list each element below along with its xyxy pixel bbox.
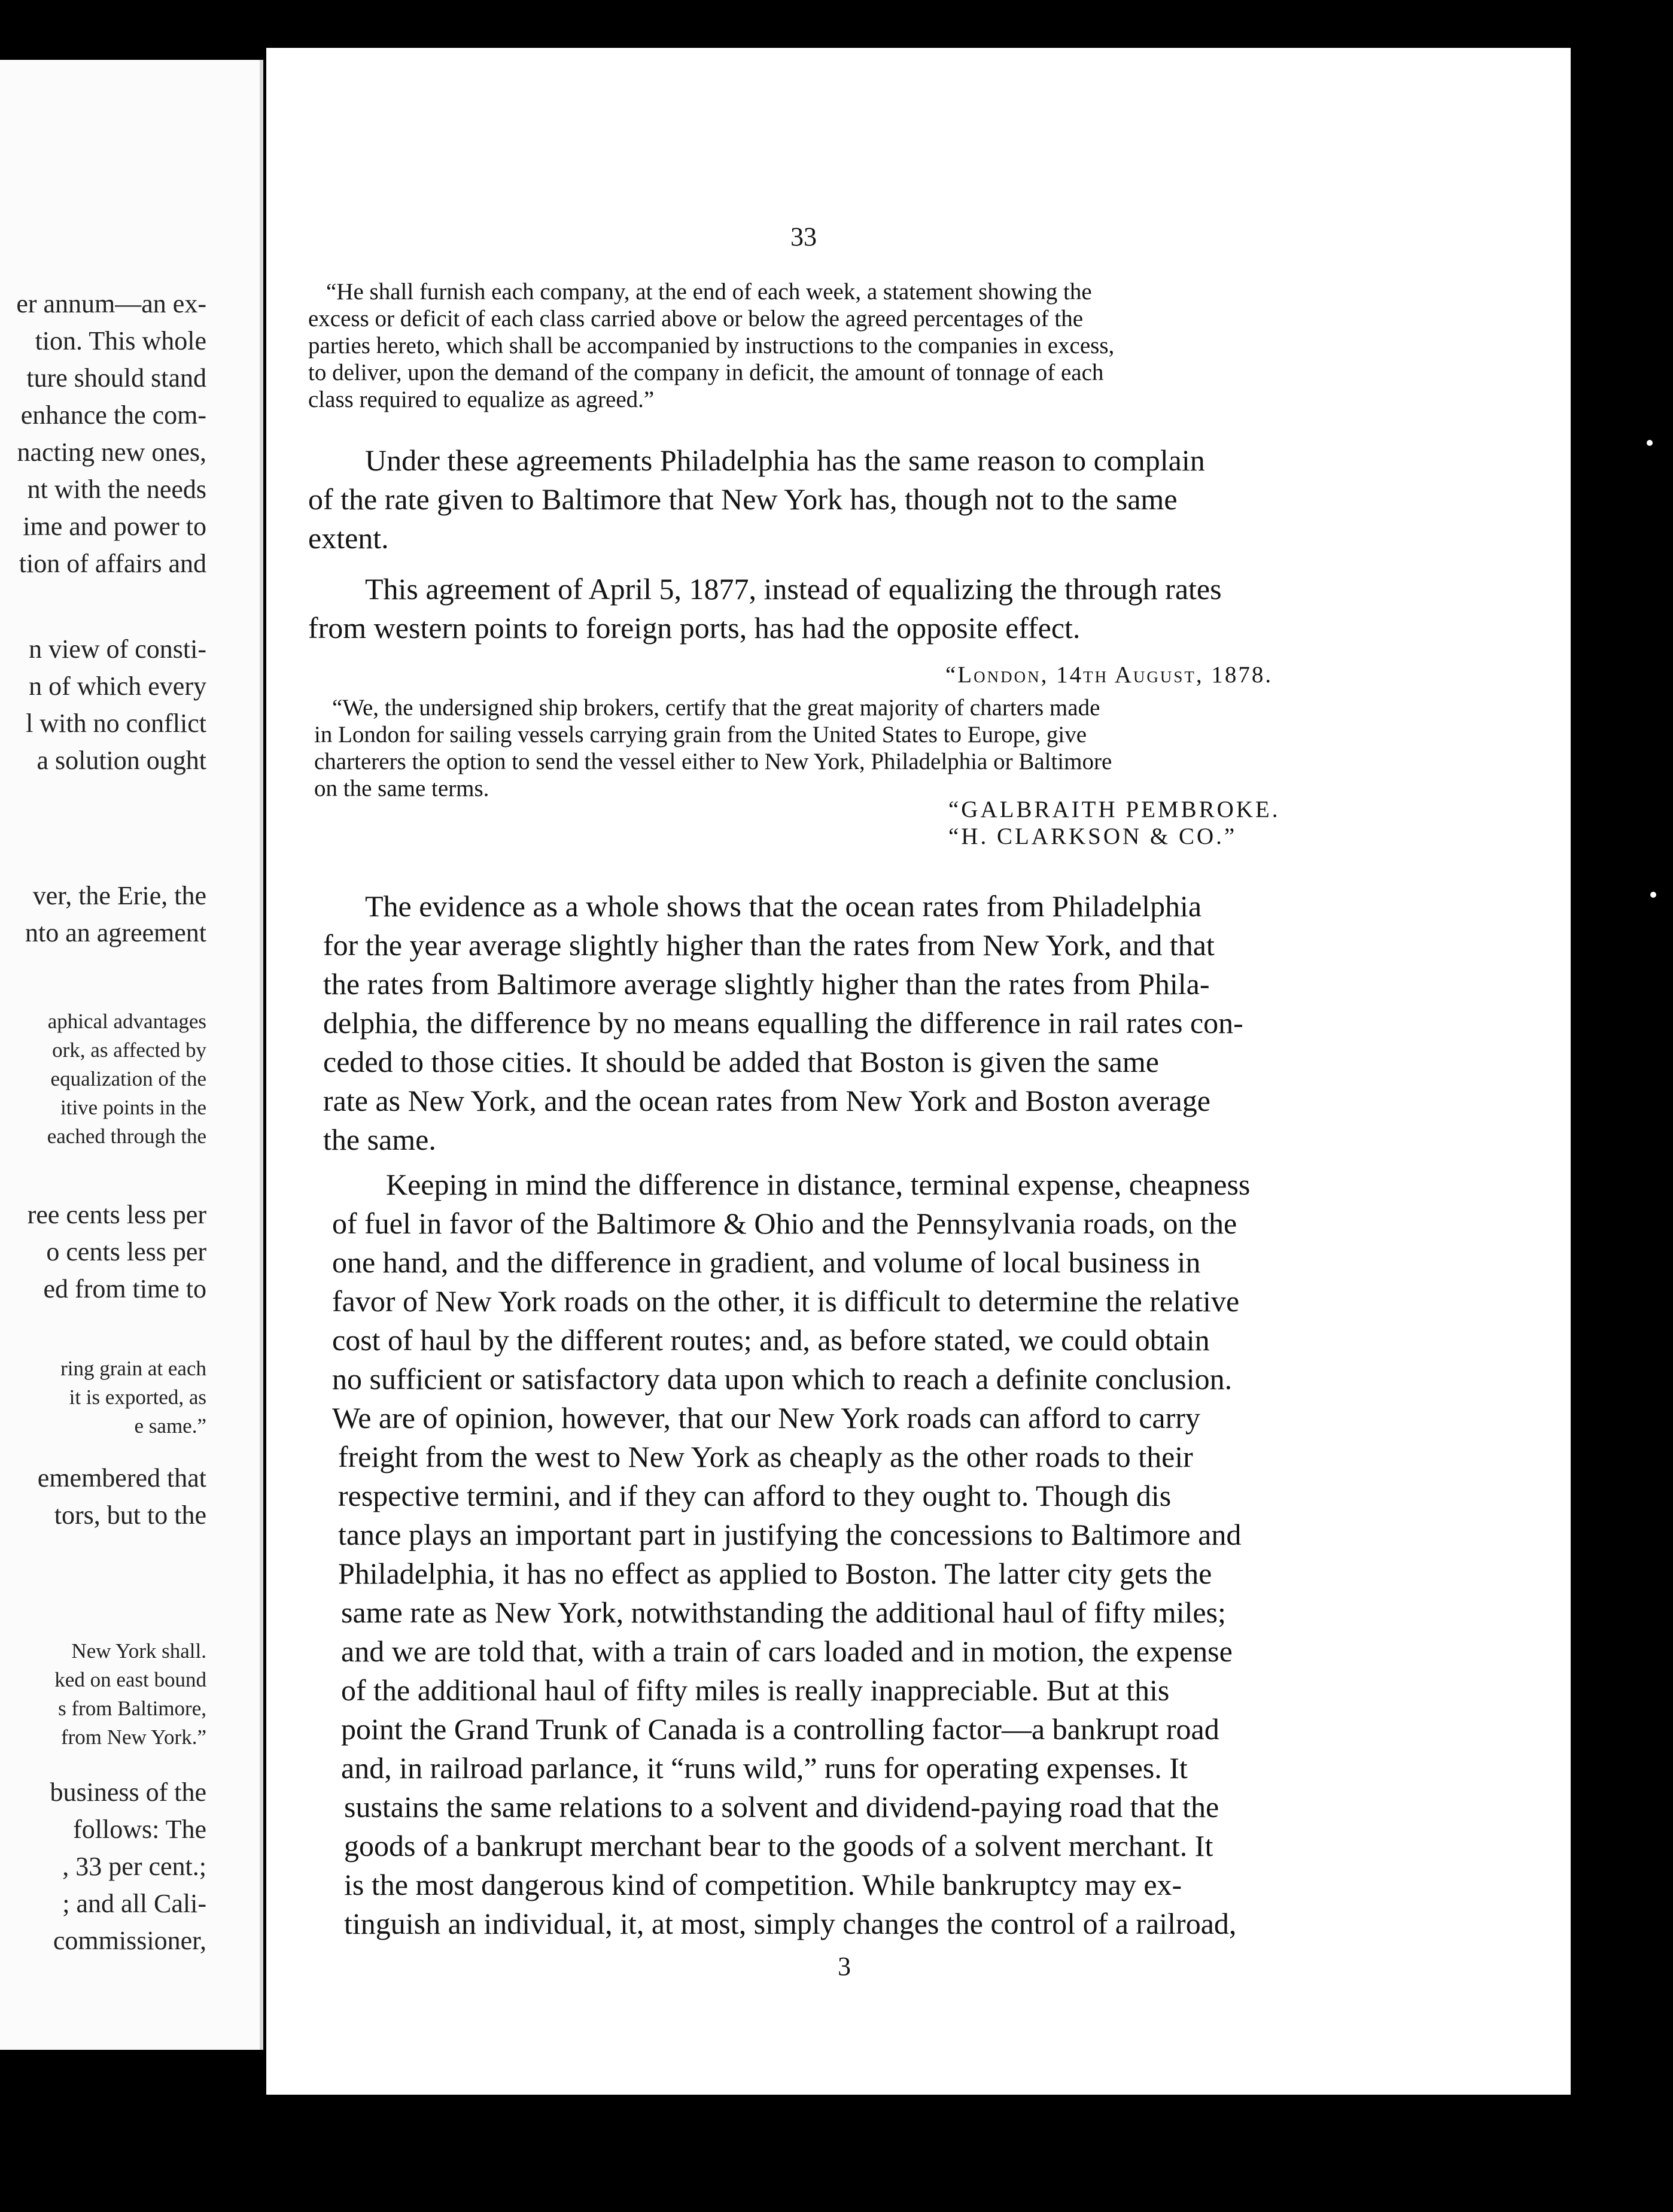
text-line: no sufficient or satisfactory data upon which to reach a definite conclusion. [332, 1362, 1233, 1396]
text-line: respective termini, and if they can afford to they ought to. Though dis [338, 1479, 1172, 1512]
left-line: tion of affairs and [19, 549, 206, 578]
left-line: it is exported, as [69, 1385, 206, 1409]
left-line: New York shall. [71, 1639, 206, 1663]
text-line: This agreement of April 5, 1877, instead of equalizing the through rates [365, 572, 1222, 606]
left-line: ture should stand [26, 363, 206, 393]
text-line: same rate as New York, notwithstanding the additional haul of fifty miles; [341, 1596, 1226, 1629]
left-line: commissioner, [53, 1926, 206, 1955]
letter-line: “We, the undersigned ship brokers, certify that the great majority of charters made [332, 695, 1100, 721]
letter-line: charterers the option to send the vessel either to New York, Philadelphia or Baltimore [314, 749, 1112, 774]
left-page [0, 60, 263, 2050]
quote-line: “He shall furnish each company, at the end of each week, a statement showing the [326, 279, 1092, 305]
left-line: tors, but to the [54, 1500, 206, 1530]
quote-line: to deliver, upon the demand of the company in deficit, the amount of tonnage of each [308, 360, 1104, 385]
page-edge [260, 60, 263, 2050]
left-line: emembered that [37, 1463, 206, 1493]
page-number: 33 [790, 222, 817, 251]
text-line: of the additional haul of fifty miles is really inappreciable. But at this [341, 1673, 1170, 1707]
text-line: ceded to those cities. It should be added that Boston is given the same [323, 1045, 1159, 1078]
text-line: point the Grand Trunk of Canada is a controlling factor—a bankrupt road [341, 1712, 1219, 1746]
signature-line: “H. CLARKSON & CO.” [948, 824, 1237, 849]
text-line: one hand, and the difference in gradient, and volume of local business in [332, 1245, 1201, 1279]
text-line: the rates from Baltimore average slightly higher than the rates from Phila- [323, 967, 1210, 1001]
letter-line: on the same terms. [314, 776, 489, 801]
left-line: a solution ought [36, 746, 206, 775]
text-line: rate as New York, and the ocean rates from New York and Boston average [323, 1084, 1210, 1117]
text-line: favor of New York roads on the other, it is difficult to determine the relative [332, 1284, 1240, 1318]
left-line: ime and power to [23, 512, 206, 541]
left-line: equalization of the [50, 1067, 206, 1090]
left-line: ree cents less per [27, 1200, 206, 1229]
signature-line: “GALBRAITH PEMBROKE. [948, 797, 1280, 822]
left-line: tion. This whole [35, 326, 206, 356]
left-line: ver, the Erie, the [32, 881, 206, 910]
signature-mark: 3 [838, 1952, 851, 1981]
text-line: for the year average slightly higher than the rates from New York, and that [323, 928, 1215, 962]
text-line: from western points to foreign ports, has had the opposite effect. [308, 611, 1081, 645]
text-line: of the rate given to Baltimore that New York has, though not to the same [308, 482, 1178, 516]
text-line: and, in railroad parlance, it “runs wild,” runs for operating expenses. It [341, 1751, 1188, 1785]
left-line: from New York.” [60, 1725, 206, 1749]
right-page [266, 48, 1571, 2095]
left-line: nacting new ones, [17, 437, 206, 467]
text-line: tance plays an important part in justifying the concessions to Baltimore and [338, 1518, 1242, 1551]
left-line: ; and all Cali- [62, 1889, 206, 1918]
left-line: n view of consti- [29, 634, 206, 664]
left-line: follows: The [73, 1815, 206, 1844]
left-line: business of the [50, 1778, 206, 1807]
left-line: itive points in the [60, 1096, 206, 1119]
quote-line: class required to equalize as agreed.” [308, 387, 655, 412]
text-line: cost of haul by the different routes; and, as before stated, we could obtain [332, 1323, 1210, 1357]
text-line: Under these agreements Philadelphia has the same reason to complain [365, 443, 1205, 477]
text-line: sustains the same relations to a solvent and dividend-paying road that the [344, 1790, 1219, 1824]
left-line: , 33 per cent.; [62, 1852, 206, 1881]
letter-dateline: “London, 14th August, 1878. [945, 662, 1273, 688]
left-line: l with no conflict [26, 709, 206, 738]
text-line: delphia, the difference by no means equalling the difference in rail rates con- [323, 1006, 1243, 1040]
text-line: is the most dangerous kind of competition. While bankruptcy may ex- [344, 1868, 1182, 1901]
text-line: and we are told that, with a train of cars loaded and in motion, the expense [341, 1634, 1233, 1668]
text-line: the same. [323, 1123, 436, 1156]
left-line: o cents less per [46, 1237, 206, 1266]
left-line: ked on east bound [54, 1668, 206, 1691]
left-line: er annum—an ex- [16, 289, 206, 318]
text-line: Philadelphia, it has no effect as applied to Boston. The latter city gets the [338, 1557, 1212, 1590]
left-line: eached through the [47, 1125, 206, 1148]
left-line: ed from time to [43, 1274, 206, 1304]
left-line: nto an agreement [25, 918, 206, 947]
scan-speck [1650, 892, 1656, 898]
letter-line: in London for sailing vessels carrying grain from the United States to Europe, give [314, 722, 1087, 748]
quote-line: excess or deficit of each class carried above or below the agreed percentages of the [308, 306, 1084, 332]
left-line: n of which every [29, 672, 206, 701]
text-line: tinguish an individual, it, at most, simply changes the control of a railroad, [344, 1907, 1237, 1940]
text-line: of fuel in favor of the Baltimore & Ohio and the Pennsylvania roads, on the [332, 1207, 1237, 1240]
left-line: nt with the needs [27, 475, 206, 504]
left-line: aphical advantages [47, 1010, 206, 1033]
text-line: Keeping in mind the difference in distance, terminal expense, cheapness [386, 1168, 1251, 1201]
text-line: extent. [308, 521, 389, 555]
quote-line: parties hereto, which shall be accompanied by instructions to the companies in excess, [308, 333, 1115, 358]
left-line: ring grain at each [60, 1357, 206, 1380]
text-line: goods of a bankrupt merchant bear to the goods of a solvent merchant. It [344, 1829, 1213, 1862]
text-line: freight from the west to New York as cheaply as the other roads to their [338, 1440, 1193, 1473]
text-line: We are of opinion, however, that our New York roads can afford to carry [332, 1401, 1200, 1435]
left-line: e same.” [134, 1414, 206, 1438]
left-line: enhance the com- [20, 400, 206, 430]
left-line: s from Baltimore, [58, 1697, 206, 1720]
text-line: The evidence as a whole shows that the ocean rates from Philadelphia [365, 889, 1202, 923]
scan-speck [1647, 440, 1653, 446]
left-line: ork, as affected by [52, 1038, 206, 1062]
